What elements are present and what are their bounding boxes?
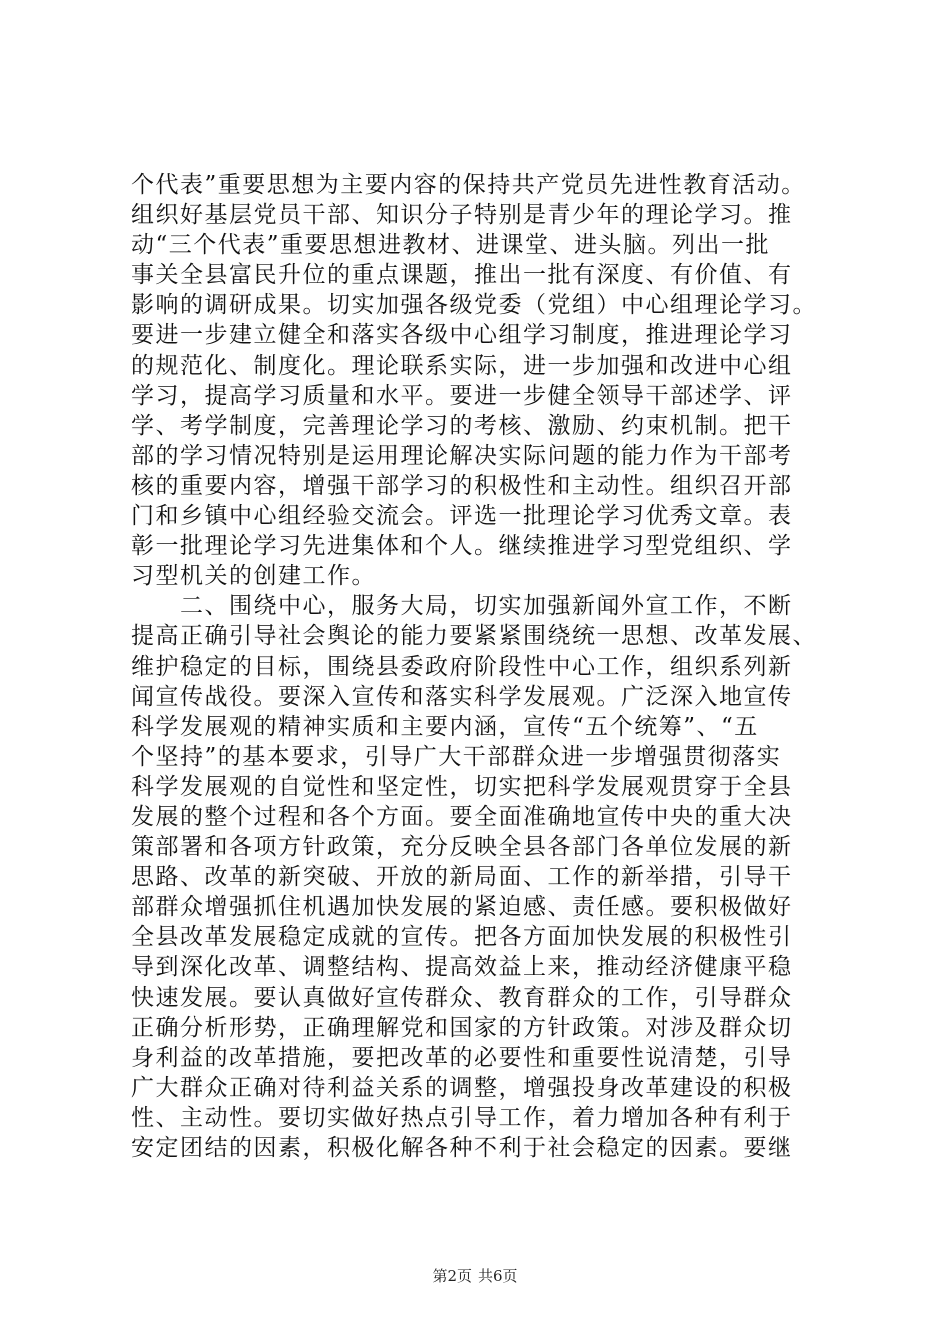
text-line: 身利益的改革措施，要把改革的必要性和重要性说清楚，引导 (131, 1044, 793, 1071)
page-footer (0, 1266, 950, 1286)
text-line: 二、围绕中心，服务大局，切实加强新闻外宣工作，不断 (131, 593, 793, 620)
text-line: 全县改革发展稳定成就的宣传。把各方面加快发展的积极性引 (131, 924, 793, 951)
text-line: 门和乡镇中心组经验交流会。评选一批理论学习优秀文章。表 (131, 503, 793, 530)
text-line: 安定团结的因素，积极化解各种不利于社会稳定的因素。要继 (131, 1135, 793, 1161)
page-number-total: 共6页 (478, 1267, 518, 1285)
text-line: 事关全县富民升位的重点课题，推出一批有深度、有价值、有 (131, 262, 793, 289)
text-line: 导到深化改革、调整结构、提高效益上来，推动经济健康平稳 (131, 954, 793, 981)
text-line: 核的重要内容，增强干部学习的积极性和主动性。组织召开部 (131, 472, 793, 499)
text-line: 性、主动性。要切实做好热点引导工作，着力增加各种有利于 (131, 1104, 793, 1131)
text-line: 彰一批理论学习先进集体和个人。继续推进学习型党组织、学 (131, 533, 793, 560)
text-line: 广大群众正确对待利益关系的调整，增强投身改革建设的积极 (131, 1074, 793, 1101)
text-line: 科学发展观的精神实质和主要内涵，宣传“五个统筹”、“五 (131, 713, 759, 740)
text-line: 影响的调研成果。切实加强各级党委（党组）中心组理论学习。 (131, 292, 817, 319)
text-line: 组织好基层党员干部、知识分子特别是青少年的理论学习。推 (131, 202, 793, 229)
text-line: 部的学习情况特别是运用理论解决实际问题的能力作为干部考 (131, 442, 793, 469)
text-line: 的规范化、制度化。理论联系实际，进一步加强和改进中心组 (131, 352, 793, 379)
body-text (131, 170, 851, 1163)
text-line: 快速发展。要认真做好宣传群众、教育群众的工作，引导群众 (131, 984, 793, 1011)
text-line: 维护稳定的目标，围绕县委政府阶段性中心工作，组织系列新 (131, 653, 793, 680)
text-line: 学习，提高学习质量和水平。要进一步健全领导干部述学、评 (131, 382, 793, 409)
text-line: 习型机关的创建工作。 (131, 563, 376, 590)
text-line: 策部署和各项方针政策，充分反映全县各部门各单位发展的新 (131, 834, 793, 861)
text-line: 要进一步建立健全和落实各级中心组学习制度，推进理论学习 (131, 322, 793, 349)
page-number-current: 第2页 (432, 1267, 472, 1285)
text-line: 正确分析形势，正确理解党和国家的方针政策。对涉及群众切 (131, 1014, 793, 1041)
text-line: 科学发展观的自觉性和坚定性，切实把科学发展观贯穿于全县 (131, 773, 793, 800)
text-line: 动“三个代表”重要思想进教材、进课堂、进头脑。列出一批 (131, 232, 771, 259)
text-line: 发展的整个过程和各个方面。要全面准确地宣传中央的重大决 (131, 803, 793, 830)
text-line: 闻宣传战役。要深入宣传和落实科学发展观。广泛深入地宣传 (131, 683, 793, 710)
text-line: 学、考学制度，完善理论学习的考核、激励、约束机制。把干 (131, 412, 793, 439)
text-line: 提高正确引导社会舆论的能力要紧紧围绕统一思想、改革发展、 (131, 623, 817, 650)
text-line: 思路、改革的新突破、开放的新局面、工作的新举措，引导干 (131, 864, 793, 891)
text-line: 部群众增强抓住机遇加快发展的紧迫感、责任感。要积极做好 (131, 894, 793, 921)
text-line: 个代表”重要思想为主要内容的保持共产党员先进性教育活动。 (131, 172, 806, 198)
text-line: 个坚持”的基本要求，引导广大干部群众进一步增强贯彻落实 (131, 743, 782, 770)
